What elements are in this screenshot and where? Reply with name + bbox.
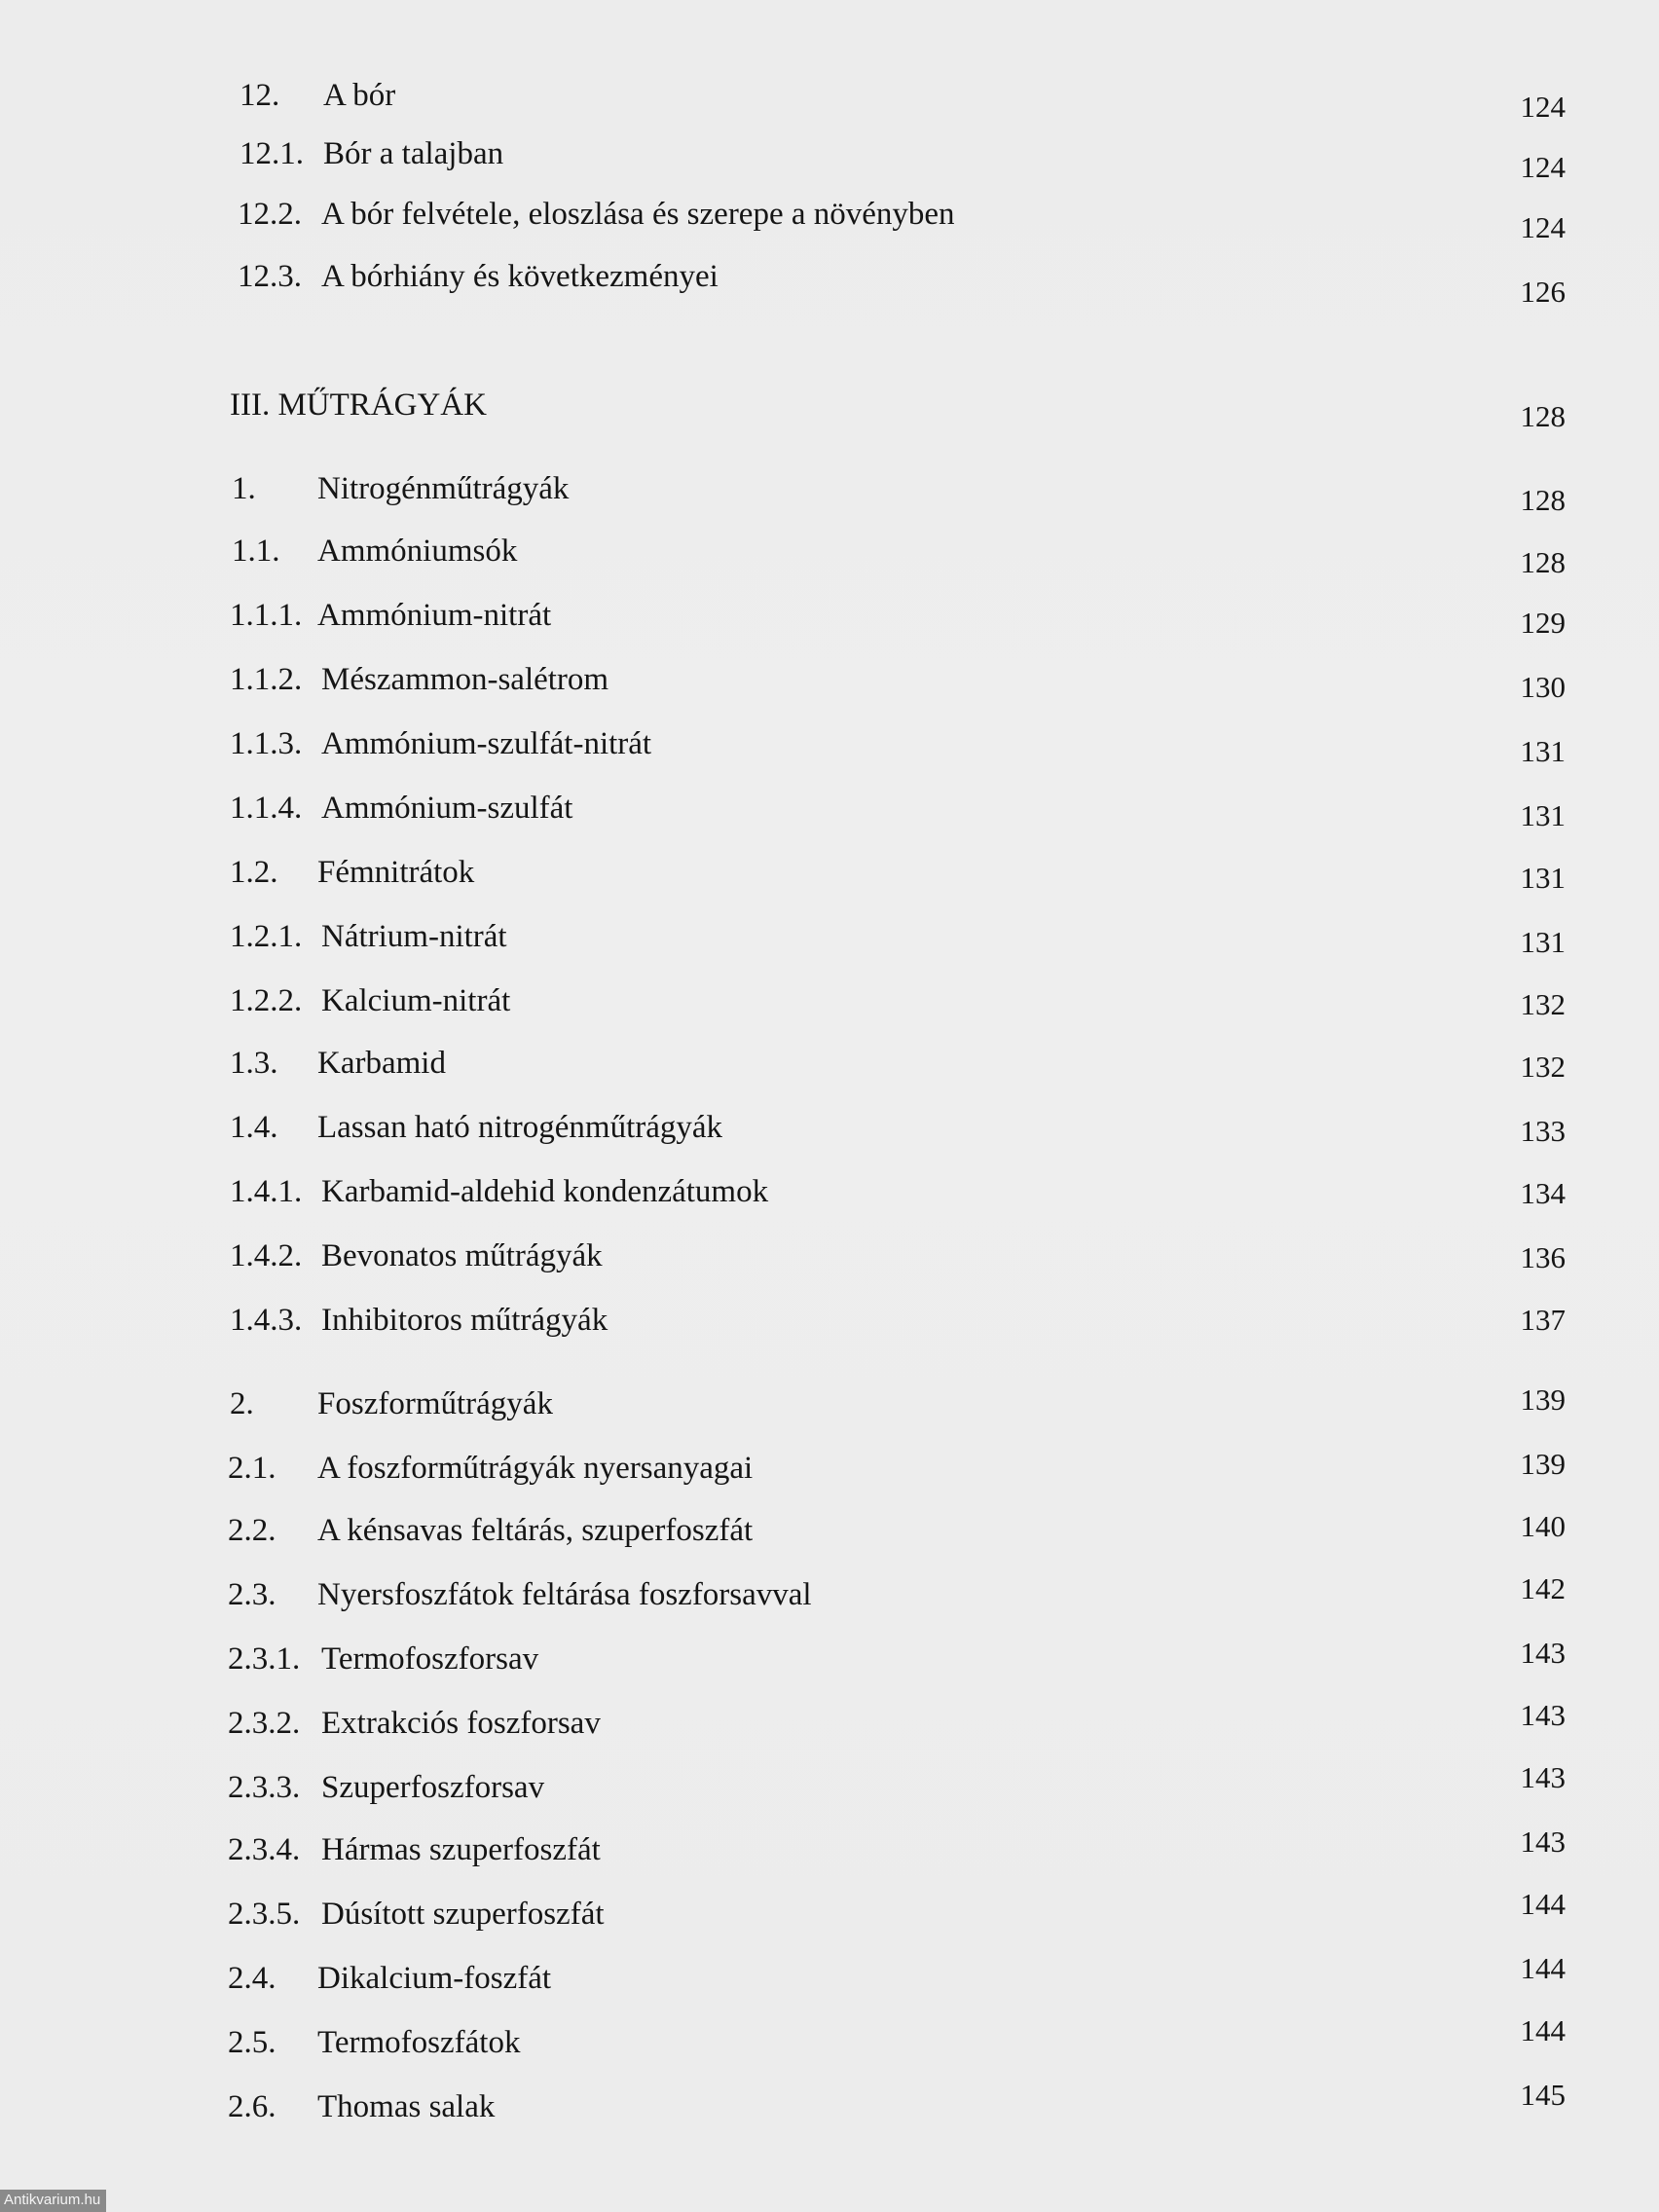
toc-entry-title: Dikalcium-foszfát xyxy=(317,1961,552,1996)
toc-entry-title: A bór felvétele, eloszlása és szerepe a növényben xyxy=(321,197,955,232)
toc-entry-page: 128 xyxy=(1520,483,1566,517)
toc-entry-title: Fémnitrátok xyxy=(317,855,475,890)
toc-entry-1-2 xyxy=(0,853,1659,911)
toc-entry-title: Termofoszforsav xyxy=(321,1641,539,1677)
toc-entry-number: 1.4.1. xyxy=(230,1174,303,1209)
section-page: 128 xyxy=(1520,399,1566,433)
toc-entry-title: Bór a talajban xyxy=(323,136,504,171)
toc-entry-number: 1.1.1. xyxy=(230,598,303,633)
watermark-label: Antikvarium.hu xyxy=(0,2190,106,2212)
toc-entry-page: 130 xyxy=(1520,670,1566,704)
toc-entry-1-3 xyxy=(0,1044,1659,1102)
toc-entry-1-2-1 xyxy=(0,917,1659,976)
toc-entry-page: 139 xyxy=(1520,1382,1566,1417)
toc-entry-1-1-2 xyxy=(0,660,1659,719)
toc-entry-number: 1.1.3. xyxy=(230,726,303,761)
toc-entry-number: 2.6. xyxy=(228,2089,276,2124)
toc-entry-page: 131 xyxy=(1520,734,1566,768)
toc-entry-title: Termofoszfátok xyxy=(317,2025,521,2060)
toc-entry-page: 144 xyxy=(1520,1887,1566,1921)
toc-entry-page: 131 xyxy=(1520,861,1566,895)
section-title: III. MŰTRÁGYÁK xyxy=(230,387,487,423)
toc-entry-page: 124 xyxy=(1520,150,1566,184)
toc-entry-number: 1.2.2. xyxy=(230,983,303,1018)
toc-entry-number: 1.4.3. xyxy=(230,1303,303,1338)
toc-entry-number: 2.5. xyxy=(228,2025,276,2060)
toc-entry-title: Ammónium-szulfát xyxy=(321,791,573,826)
toc-entry-number: 2.3.4. xyxy=(228,1832,301,1867)
toc-entry-1-4 xyxy=(0,1108,1659,1166)
toc-entry-title: Lassan ható nitrogénműtrágyák xyxy=(317,1110,723,1145)
toc-entry-number: 2.1. xyxy=(228,1451,276,1486)
toc-entry-page: 144 xyxy=(1520,2013,1566,2047)
toc-entry-title: Nyersfoszfátok feltárása foszforsavval xyxy=(317,1577,812,1612)
toc-entry-title: Foszforműtrágyák xyxy=(317,1386,553,1421)
toc-entry-title: Nátrium-nitrát xyxy=(321,919,507,954)
toc-entry-page: 145 xyxy=(1520,2078,1566,2112)
toc-entry-page: 144 xyxy=(1520,1951,1566,1985)
toc-entry-page: 139 xyxy=(1520,1447,1566,1481)
toc-entry-page: 134 xyxy=(1520,1176,1566,1210)
toc-entry-2-3-5 xyxy=(0,1887,1659,1953)
toc-entry-title: Ammónium-szulfát-nitrát xyxy=(321,726,652,761)
toc-entry-number: 2.4. xyxy=(228,1961,276,1996)
toc-entry-title: Thomas salak xyxy=(317,2089,496,2124)
toc-entry-2-1 xyxy=(0,1449,1659,1507)
toc-entry-1-4-2 xyxy=(0,1236,1659,1295)
toc-entry-title: Bevonatos műtrágyák xyxy=(321,1238,603,1273)
toc-entry-2-6 xyxy=(0,2078,1659,2146)
toc-entry-number: 1. xyxy=(232,471,256,506)
toc-entry-12-2 xyxy=(0,195,1659,253)
toc-entry-1-1-3 xyxy=(0,724,1659,783)
toc-entry-page: 126 xyxy=(1520,275,1566,309)
toc-entry-title: Ammónium-nitrát xyxy=(317,598,552,633)
toc-entry-number: 12.3. xyxy=(238,259,302,294)
toc-entry-title: A bórhiány és következményei xyxy=(321,259,719,294)
toc-entry-2-3 xyxy=(0,1571,1659,1634)
toc-entry-page: 142 xyxy=(1520,1571,1566,1605)
toc-entry-number: 1.4. xyxy=(230,1110,278,1145)
toc-entry-title: A bór xyxy=(323,78,396,113)
toc-entry-page: 143 xyxy=(1520,1825,1566,1859)
toc-entry-title: Ammóniumsók xyxy=(317,534,518,569)
toc-entry-number: 12.2. xyxy=(238,197,302,232)
toc-entry-number: 2.3.5. xyxy=(228,1897,301,1932)
toc-entry-page: 143 xyxy=(1520,1698,1566,1732)
toc-entry-1-2-2 xyxy=(0,981,1659,1040)
toc-entry-number: 12. xyxy=(240,78,280,113)
toc-entry-1-1-1 xyxy=(0,596,1659,654)
toc-entry-number: 2.2. xyxy=(228,1513,276,1548)
toc-entry-2-5 xyxy=(0,2013,1659,2082)
toc-entry-number: 1.2. xyxy=(230,855,278,890)
toc-entry-page: 140 xyxy=(1520,1509,1566,1543)
toc-entry-page: 143 xyxy=(1520,1636,1566,1670)
toc-entry-title: A kénsavas feltárás, szuperfoszfát xyxy=(317,1513,754,1548)
toc-entry-number: 1.1. xyxy=(232,534,280,569)
toc-entry-title: Karbamid xyxy=(317,1046,446,1081)
toc-entry-title: A foszforműtrágyák nyersanyagai xyxy=(317,1451,754,1486)
toc-entry-2-3-1 xyxy=(0,1636,1659,1698)
toc-entry-1-4-1 xyxy=(0,1172,1659,1231)
toc-entry-number: 12.1. xyxy=(240,136,304,171)
toc-entry-number: 1.2.1. xyxy=(230,919,303,954)
toc-entry-title: Mészammon-salétrom xyxy=(321,662,609,697)
toc-entry-2-2 xyxy=(0,1511,1659,1569)
toc-entry-page: 133 xyxy=(1520,1114,1566,1148)
toc-entry-2 xyxy=(0,1384,1659,1443)
toc-entry-page: 124 xyxy=(1520,210,1566,244)
toc-entry-page: 132 xyxy=(1520,987,1566,1021)
toc-entry-title: Hármas szuperfoszfát xyxy=(321,1832,601,1867)
toc-entry-number: 1.1.4. xyxy=(230,791,303,826)
toc-entry-page: 143 xyxy=(1520,1760,1566,1794)
toc-entry-page: 132 xyxy=(1520,1050,1566,1084)
toc-entry-1-1 xyxy=(0,532,1659,590)
toc-entry-title: Nitrogénműtrágyák xyxy=(317,471,570,506)
toc-entry-number: 1.4.2. xyxy=(230,1238,303,1273)
toc-entry-2-4 xyxy=(0,1951,1659,2017)
toc-entry-number: 1.3. xyxy=(230,1046,278,1081)
toc-entry-page: 131 xyxy=(1520,925,1566,959)
toc-entry-12-3 xyxy=(0,257,1659,315)
toc-entry-number: 1.1.2. xyxy=(230,662,303,697)
toc-entry-page: 128 xyxy=(1520,545,1566,579)
toc-entry-2-3-4 xyxy=(0,1825,1659,1889)
toc-entry-12-1 xyxy=(0,134,1659,193)
toc-entry-title: Szuperfoszforsav xyxy=(321,1770,545,1805)
toc-entry-1-4-3 xyxy=(0,1301,1659,1359)
toc-entry-number: 2.3.1. xyxy=(228,1641,301,1677)
toc-entry-title: Kalcium-nitrát xyxy=(321,983,511,1018)
toc-entry-1-1-4 xyxy=(0,789,1659,847)
toc-entry-12 xyxy=(0,76,1659,134)
toc-entry-number: 2.3.2. xyxy=(228,1706,301,1741)
toc-entry-2-3-2 xyxy=(0,1698,1659,1762)
toc-entry-page: 137 xyxy=(1520,1303,1566,1337)
toc-section-heading xyxy=(0,386,1659,444)
toc-entry-1 xyxy=(0,469,1659,528)
toc-entry-page: 124 xyxy=(1520,90,1566,124)
toc-entry-title: Karbamid-aldehid kondenzátumok xyxy=(321,1174,769,1209)
toc-entry-page: 129 xyxy=(1520,606,1566,640)
toc-entry-page: 136 xyxy=(1520,1240,1566,1274)
toc-entry-number: 2.3. xyxy=(228,1577,276,1612)
toc-entry-number: 2.3.3. xyxy=(228,1770,301,1805)
toc-entry-title: Extrakciós foszforsav xyxy=(321,1706,601,1741)
toc-entry-title: Dúsított szuperfoszfát xyxy=(321,1897,605,1932)
toc-entry-number: 2. xyxy=(230,1386,254,1421)
toc-entry-title: Inhibitoros műtrágyák xyxy=(321,1303,608,1338)
toc-entry-page: 131 xyxy=(1520,798,1566,832)
toc-entry-2-3-3 xyxy=(0,1760,1659,1826)
